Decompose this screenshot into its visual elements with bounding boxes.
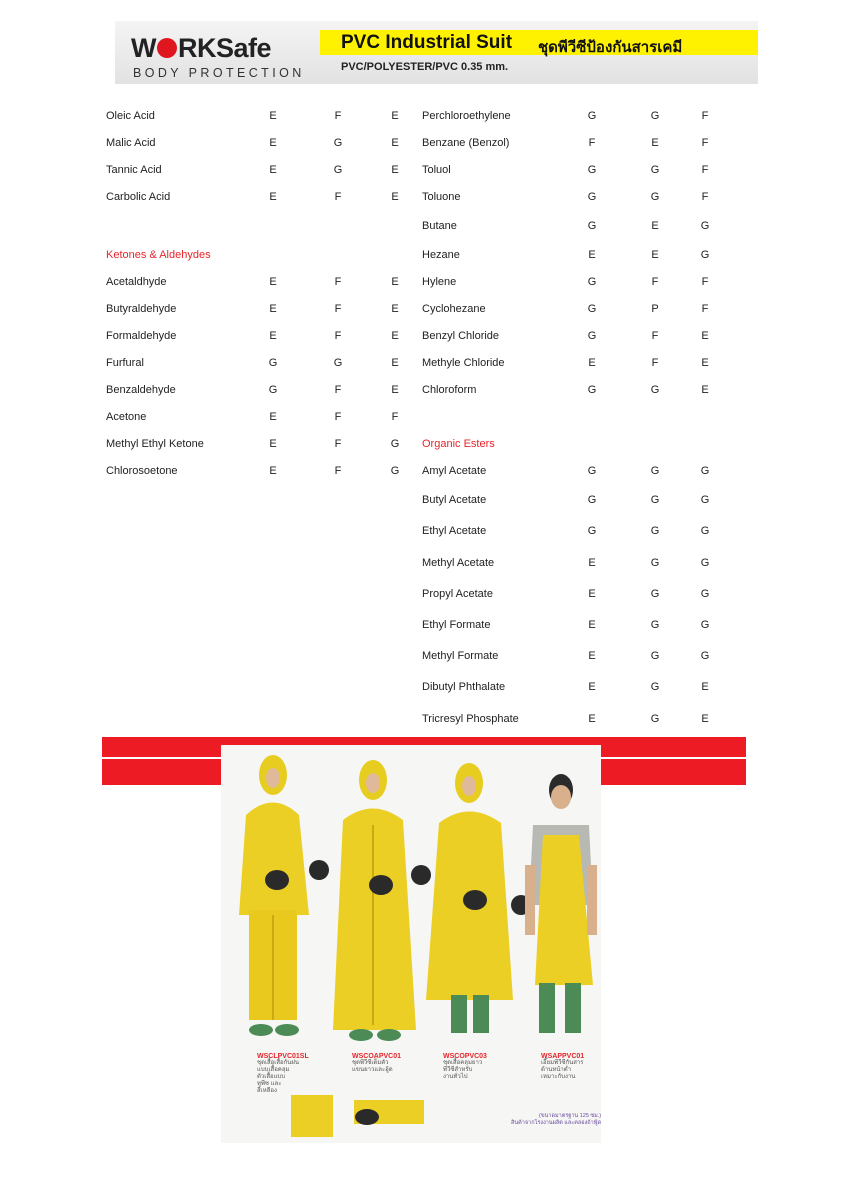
chemical-name: Tricresyl Phosphate — [422, 713, 519, 725]
rating-value: G — [587, 384, 597, 396]
rating-value: G — [587, 110, 597, 122]
rating-value: F — [588, 137, 596, 149]
rating-value: E — [588, 713, 596, 725]
rating-value: F — [701, 191, 709, 203]
product-title: PVC Industrial Suit — [341, 32, 513, 53]
rating-value: F — [334, 438, 342, 450]
figure-raincoat-two-piece — [239, 755, 329, 1036]
rating-value: G — [650, 713, 660, 725]
rating-value: E — [391, 330, 399, 342]
chemical-name: Hylene — [422, 276, 457, 288]
rating-value: E — [269, 303, 277, 315]
rating-value: G — [700, 525, 710, 537]
rating-value: G — [650, 525, 660, 537]
rating-value: F — [701, 276, 709, 288]
brand-tagline: BODY PROTECTION — [133, 66, 305, 80]
rating-value: G — [268, 357, 278, 369]
rating-value: E — [651, 220, 659, 232]
rating-value: E — [391, 303, 399, 315]
chemical-name: Methyle Chloride — [422, 357, 505, 369]
rating-value: G — [587, 276, 597, 288]
rating-value: E — [588, 650, 596, 662]
product-title-thai: ชุดพีวีซีป้องกันสารเคมี — [538, 39, 683, 56]
chemical-name: Malic Acid — [106, 137, 156, 149]
rating-value: G — [650, 619, 660, 631]
rating-value: G — [587, 303, 597, 315]
rating-value: F — [651, 276, 659, 288]
rating-value: F — [334, 110, 342, 122]
chemical-name: Ethyl Acetate — [422, 525, 487, 537]
rating-value: F — [701, 137, 709, 149]
figure-coverall — [333, 760, 431, 1041]
chemical-name: Carbolic Acid — [106, 191, 171, 203]
rating-value: E — [588, 619, 596, 631]
rating-value: F — [334, 330, 342, 342]
rating-value: E — [391, 191, 399, 203]
rating-value: G — [650, 110, 660, 122]
figure-long-coat — [426, 763, 531, 1033]
rating-value: G — [587, 220, 597, 232]
rating-value: E — [701, 384, 709, 396]
chemical-name: Butyraldehyde — [106, 303, 177, 315]
rating-value: E — [391, 357, 399, 369]
rating-value: F — [391, 411, 399, 423]
chemical-name: Dibutyl Phthalate — [422, 681, 506, 693]
chemical-name: Tannic Acid — [106, 164, 162, 176]
rating-value: G — [650, 191, 660, 203]
chemical-name: Perchloroethylene — [422, 110, 511, 122]
rating-value: E — [701, 713, 709, 725]
rating-value: E — [651, 137, 659, 149]
rating-value: F — [701, 303, 709, 315]
rating-value: E — [701, 681, 709, 693]
rating-value: F — [701, 164, 709, 176]
rating-value: E — [701, 357, 709, 369]
rating-value: F — [334, 411, 342, 423]
rating-value: E — [269, 411, 277, 423]
rating-value: F — [701, 110, 709, 122]
chemical-name: Methyl Formate — [422, 650, 499, 662]
chemical-name: Benzane (Benzol) — [422, 137, 510, 149]
rating-value: E — [269, 164, 277, 176]
chemical-name: Toluol — [422, 164, 451, 176]
rating-value: F — [651, 330, 659, 342]
rating-value: E — [391, 137, 399, 149]
rating-value: F — [334, 191, 342, 203]
rating-value: E — [269, 438, 277, 450]
chemical-name: Oleic Acid — [106, 110, 155, 122]
rating-value: E — [701, 330, 709, 342]
rating-value: G — [650, 465, 660, 477]
photo-note: (ขนาดมาตรฐาน 125 ซม.) สินค้าจากโรงงานผลิต และคลองถ้าฟู้ด — [511, 1113, 601, 1126]
rating-value: G — [650, 164, 660, 176]
rating-value: G — [587, 525, 597, 537]
chemical-name: Hezane — [422, 249, 460, 261]
rating-value: G — [587, 330, 597, 342]
rating-value: G — [333, 357, 343, 369]
rating-value: G — [700, 588, 710, 600]
chemical-name: Chloroform — [422, 384, 477, 396]
rating-value: E — [391, 384, 399, 396]
rating-value: G — [587, 191, 597, 203]
rating-value: E — [269, 137, 277, 149]
rating-value: F — [334, 276, 342, 288]
rating-value: E — [391, 110, 399, 122]
rating-value: E — [269, 465, 277, 477]
chemical-name: Cyclohezane — [422, 303, 486, 315]
chemical-name: Toluone — [422, 191, 461, 203]
chemical-name: Formaldehyde — [106, 330, 177, 342]
rating-value: G — [587, 164, 597, 176]
rating-value: F — [334, 384, 342, 396]
header-banner — [115, 21, 758, 84]
rating-value: E — [269, 110, 277, 122]
rating-value: G — [268, 384, 278, 396]
logo-circle-icon — [157, 38, 177, 58]
figure-apron — [525, 774, 597, 1033]
rating-value: E — [588, 681, 596, 693]
chemical-name: Benzaldehyde — [106, 384, 176, 396]
chemical-name: Propyl Acetate — [422, 588, 493, 600]
rating-value: E — [391, 276, 399, 288]
material-spec: PVC/POLYESTER/PVC 0.35 mm. — [341, 61, 509, 73]
rating-value: E — [269, 330, 277, 342]
rating-value: G — [333, 164, 343, 176]
rating-value: G — [650, 588, 660, 600]
rating-value: G — [700, 557, 710, 569]
rating-value: G — [700, 619, 710, 631]
caption-wsclpvc01sl: WSCLPVC01SL ชุดเสื้อเสื้อกันฝน แบบเสื้อคลุม ตัวเสื้อแบบ ทูพีซ และ สีเหลือง — [257, 1053, 309, 1094]
rating-value: G — [650, 494, 660, 506]
rating-value: G — [700, 220, 710, 232]
chemical-name: Butyl Acetate — [422, 494, 487, 506]
rating-value: F — [334, 303, 342, 315]
chemical-name: Furfural — [106, 357, 144, 369]
rating-value: F — [651, 357, 659, 369]
rating-value: E — [588, 557, 596, 569]
rating-value: E — [269, 191, 277, 203]
rating-value: E — [269, 276, 277, 288]
section-heading-esters: Organic Esters — [422, 438, 495, 450]
chemical-name: Methyl Acetate — [422, 557, 495, 569]
rating-value: G — [587, 465, 597, 477]
rating-value: E — [651, 249, 659, 261]
rating-value: G — [333, 137, 343, 149]
rating-value: G — [700, 249, 710, 261]
product-photo — [221, 745, 601, 1143]
rating-value: P — [651, 303, 659, 315]
rating-value: G — [650, 650, 660, 662]
rating-value: E — [391, 164, 399, 176]
caption-wscoapvc01: WSCOAPVC01 ชุดพีวีซีเต็มตัว แขนยาวและฮู้ด — [352, 1053, 402, 1073]
chemical-name: Ethyl Formate — [422, 619, 491, 631]
rating-value: F — [334, 465, 342, 477]
chemical-name: Acetone — [106, 411, 147, 423]
rating-value: E — [588, 357, 596, 369]
rating-value: G — [700, 494, 710, 506]
chemical-name: Methyl Ethyl Ketone — [106, 438, 204, 450]
chemical-name: Butane — [422, 220, 457, 232]
section-heading-ketones: Ketones & Aldehydes — [106, 249, 211, 261]
rating-value: G — [650, 681, 660, 693]
rating-value: G — [587, 494, 597, 506]
caption-wscopvc03: WSCOPVC03 ชุดเสื้อคลุมยาว พีวีซีสำหรับ งานทั่วไป — [443, 1053, 487, 1080]
chemical-name: Amyl Acetate — [422, 465, 487, 477]
rating-value: G — [700, 650, 710, 662]
rating-value: G — [650, 557, 660, 569]
chemical-name: Benzyl Chloride — [422, 330, 500, 342]
chemical-name: Acetaldhyde — [106, 276, 167, 288]
rating-value: G — [700, 465, 710, 477]
caption-wsappvc01: WSAPPVC01 เอี๊ยมพีวีซีกันสาร ด้านหน้าต่ำ เหมาะกับงาน — [541, 1053, 585, 1080]
brand-logo: W RKSafe — [131, 33, 272, 63]
rating-value: E — [588, 249, 596, 261]
rating-value: G — [390, 465, 400, 477]
chemical-name: Chlorosoetone — [106, 465, 178, 477]
rating-value: G — [390, 438, 400, 450]
rating-value: E — [588, 588, 596, 600]
rating-value: G — [650, 384, 660, 396]
